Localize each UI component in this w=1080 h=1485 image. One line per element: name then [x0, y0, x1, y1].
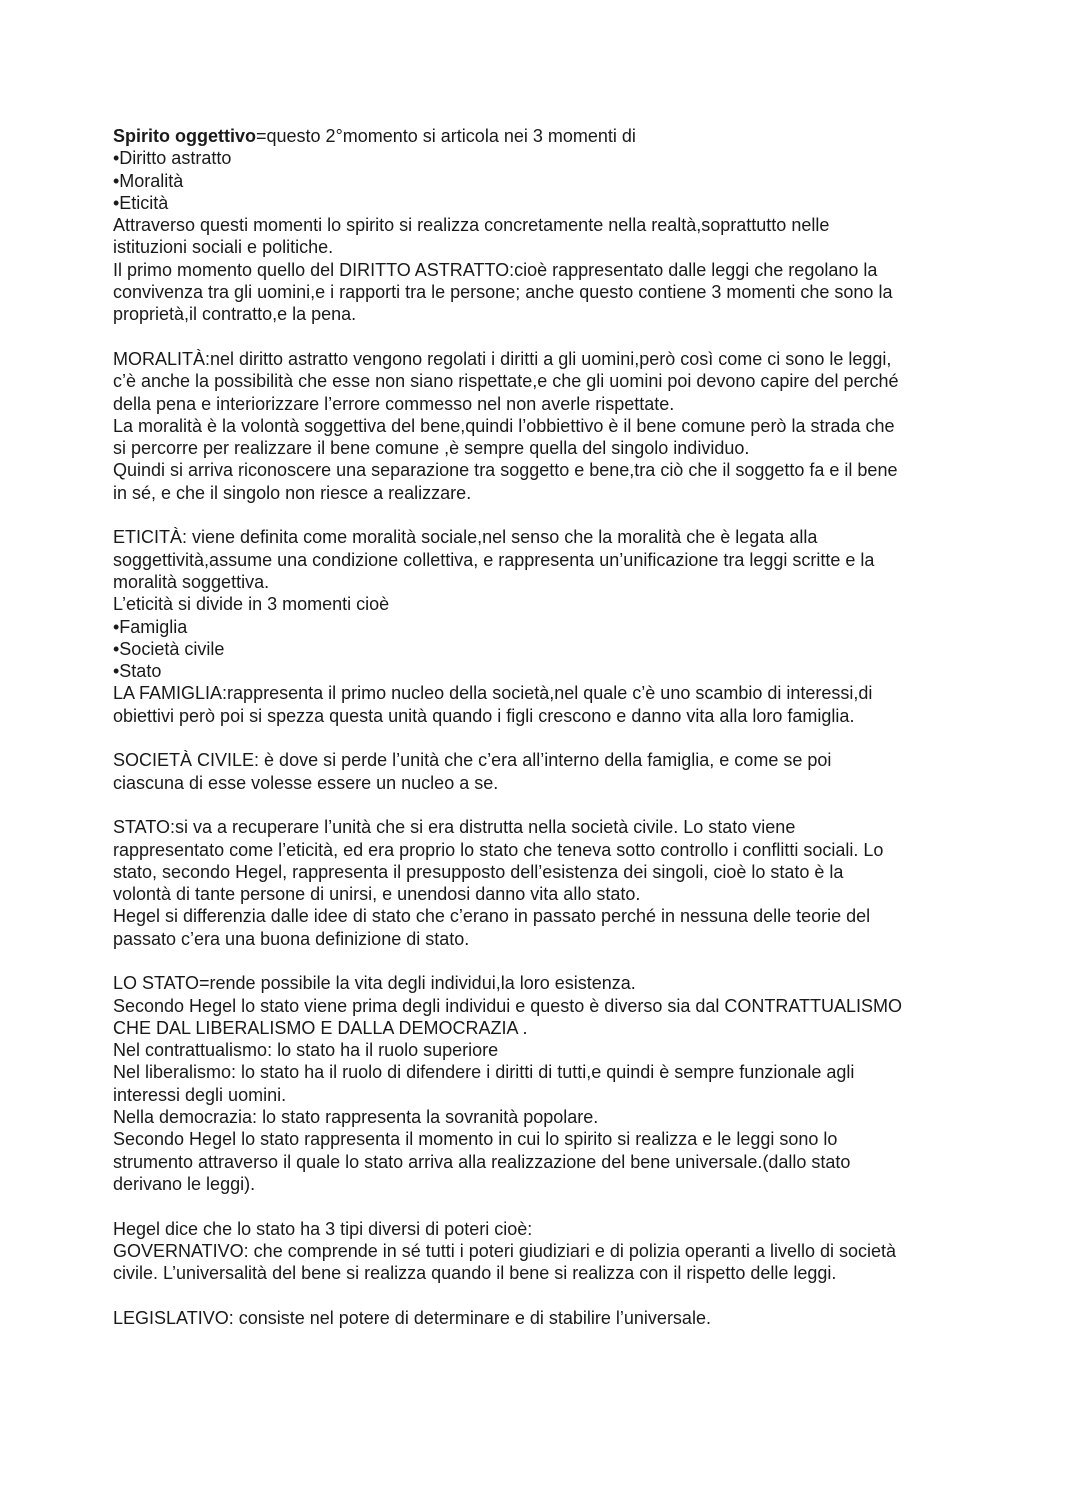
text-line: stato, secondo Hegel, rappresenta il presupposto dell’esistenza dei singoli, cioè lo stato è la — [113, 861, 844, 882]
text-line: Nel contrattualismo: lo stato ha il ruolo superiore — [113, 1040, 499, 1061]
text-line: della pena e interiorizzare l’errore commesso nel non averle rispettate. — [113, 393, 675, 414]
text-line: Secondo Hegel lo stato rappresenta il momento in cui lo spirito si realizza e le leggi sono lo — [113, 1129, 838, 1150]
paragraph-gap — [113, 1284, 1013, 1306]
list-item: •Moralità — [113, 170, 184, 191]
intro-heading-rest: =questo 2°momento si articola nei 3 momenti di — [256, 126, 636, 146]
text-line: proprietà,il contratto,e la pena. — [113, 304, 357, 325]
paragraph-gap — [113, 727, 1013, 749]
text-line: L’eticità si divide in 3 momenti cioè — [113, 594, 390, 615]
text-line: Nella democrazia: lo stato rappresenta la sovranità popolare. — [113, 1107, 599, 1128]
text-line: LA FAMIGLIA:rappresenta il primo nucleo della società,nel quale c’è uno scambio di interessi,di — [113, 683, 873, 704]
text-line: istituzioni sociali e politiche. — [113, 237, 334, 258]
paragraph-gap — [113, 1195, 1013, 1217]
text-line: Quindi si arriva riconoscere una separazione tra soggetto e bene,tra ciò che il soggetto fa e il bene — [113, 460, 898, 481]
text-line: GOVERNATIVO: che comprende in sé tutti i poteri giudiziari e di polizia operanti a livello di società — [113, 1240, 897, 1261]
list-item: •Eticità — [113, 192, 169, 213]
text-line: soggettività,assume una condizione collettiva, e rappresenta un’unificazione tra leggi scritte e la — [113, 549, 875, 570]
text-line: Nel liberalismo: lo stato ha il ruolo di difendere i diritti di tutti,e quindi è sempre funzionale agli — [113, 1062, 855, 1083]
text-line: CHE DAL LIBERALISMO E DALLA DEMOCRAZIA . — [113, 1017, 528, 1038]
list-item: •Famiglia — [113, 616, 188, 637]
text-line: volontà di tante persone di unirsi, e unendosi danno vita allo stato. — [113, 884, 641, 905]
intro-heading-line — [113, 125, 1013, 147]
text-line: LO STATO=rende possibile la vita degli individui,la loro esistenza. — [113, 973, 636, 994]
text-line: Hegel dice che lo stato ha 3 tipi diversi di poteri cioè: — [113, 1218, 533, 1239]
intro-title: Spirito oggettivo — [113, 126, 256, 146]
text-line: si percorre per realizzare il bene comune ,è sempre quella del singolo individuo. — [113, 438, 750, 459]
text-line: derivano le leggi). — [113, 1173, 256, 1194]
text-line: c’è anche la possibilità che esse non siano rispettate,e che gli uomini poi devono capire del perché — [113, 371, 899, 392]
paragraph-gap — [113, 326, 1013, 348]
text-line: Il primo momento quello del DIRITTO ASTRATTO:cioè rappresentato dalle leggi che regolano la — [113, 259, 878, 280]
list-item: •Società civile — [113, 638, 225, 659]
text-line: ciascuna di esse volesse essere un nucleo a se. — [113, 772, 499, 793]
text-line: strumento attraverso il quale lo stato arriva alla realizzazione del bene universale.(dallo stato — [113, 1151, 851, 1172]
text-line: rappresentato come l’eticità, ed era proprio lo stato che teneva sotto controllo i conflitti sociali. Lo — [113, 839, 884, 860]
list-item: •Diritto astratto — [113, 148, 232, 169]
text-line: ETICITÀ: viene definita come moralità sociale,nel senso che la moralità che è legata alla — [113, 527, 818, 548]
text-line: SOCIETÀ CIVILE: è dove si perde l’unità che c’era all’interno della famiglia, e come se poi — [113, 750, 832, 771]
paragraph-gap — [113, 504, 1013, 526]
text-line: interessi degli uomini. — [113, 1084, 287, 1105]
text-line: moralità soggettiva. — [113, 571, 270, 592]
paragraph-gap — [113, 794, 1013, 816]
text-line: Attraverso questi momenti lo spirito si realizza concretamente nella realtà,soprattutto nelle — [113, 215, 830, 236]
text-line: MORALITÀ:nel diritto astratto vengono regolati i diritti a gli uomini,però così come ci sono le leggi, — [113, 348, 892, 369]
list-item: •Stato — [113, 661, 162, 682]
text-line: civile. L’universalità del bene si realizza quando il bene si realizza con il rispetto delle leggi. — [113, 1263, 837, 1284]
text-line: LEGISLATIVO: consiste nel potere di determinare e di stabilire l’universale. — [113, 1307, 711, 1328]
text-line: La moralità è la volontà soggettiva del bene,quindi l’obbiettivo è il bene comune però la strada che — [113, 415, 895, 436]
text-line: Hegel si differenzia dalle idee di stato che c’erano in passato perché in nessuna delle teorie del — [113, 906, 871, 927]
text-line: passato c’era una buona definizione di stato. — [113, 928, 470, 949]
paragraph-gap — [113, 950, 1013, 972]
text-line: STATO:si va a recuperare l’unità che si era distrutta nella società civile. Lo stato viene — [113, 817, 796, 838]
text-line: in sé, e che il singolo non riesce a realizzare. — [113, 482, 472, 503]
text-line: obiettivi però poi si spezza questa unità quando i figli crescono e danno vita alla loro famiglia. — [113, 705, 855, 726]
text-line: convivenza tra gli uomini,e i rapporti tra le persone; anche questo contiene 3 momenti che sono la — [113, 282, 893, 303]
text-line: Secondo Hegel lo stato viene prima degli individui e questo è diverso sia dal CONTRATTUALISMO — [113, 995, 903, 1016]
document-page — [113, 125, 1013, 1329]
